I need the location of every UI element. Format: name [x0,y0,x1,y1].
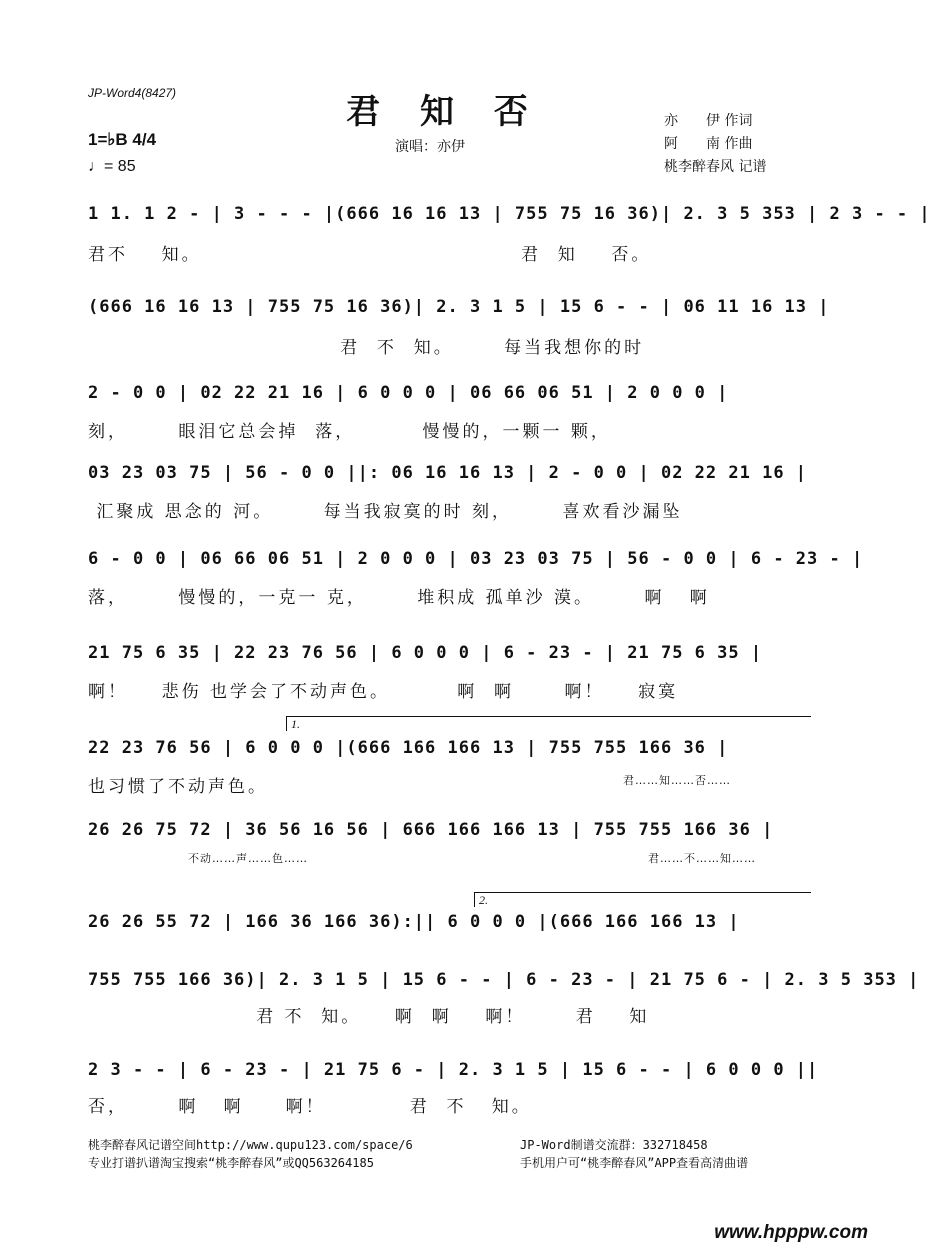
lyric-line: 否， 啊 啊 啊！ 君 不 知。 [88,1097,532,1117]
software-label: JP-Word4(8427) [88,86,177,100]
lyric-line: 君 不 知。 每当我想你的时 [88,338,645,358]
lyric-line: 汇聚成 思念的 河。 每当我寂寞的时 刻， 喜欢看沙漏坠 [88,502,683,522]
notation-line: 26 26 75 72 | 36 56 16 56 | 666 166 166 13 | 755 755 166 36 | [88,820,774,840]
lyric-line: 也习惯了不动声色。 [88,777,268,797]
site-watermark: www.hpppw.com [714,1222,868,1243]
notation-line: 2 3 - - | 6 - 23 - | 21 75 6 - | 2. 3 1 5 | 15 6 - - | 6 0 0 0 || [88,1060,819,1080]
notation-line: 1 1. 1 2 - | 3 - - - |(666 16 16 13 | 755 75 16 36)| 2. 3 5 353 | 2 3 - - | [88,204,931,224]
notation-line: 22 23 76 56 | 6 0 0 0 |(666 166 166 13 | 755 755 166 36 | [88,738,729,758]
notation-line: 2 - 0 0 | 02 22 21 16 | 6 0 0 0 | 06 66 06 51 | 2 0 0 0 | [88,383,729,403]
tempo-marking: ♩= 85 [88,158,136,175]
singer-credit: 演唱：亦伊 [395,139,465,155]
notation-line: 21 75 6 35 | 22 23 76 56 | 6 0 0 0 | 6 - 23 - | 21 75 6 35 | [88,643,763,663]
notation-line: 755 755 166 36)| 2. 3 1 5 | 15 6 - - | 6 - 23 - | 21 75 6 - | 2. 3 5 353 | [88,970,920,990]
humming-lyric: 君……不……知…… [648,852,756,865]
humming-lyric: 君……知……否…… [623,774,731,787]
lyric-line: 君 不 知。 啊 啊 啊！ 君 知 [88,1007,650,1027]
composer-credit: 阿 南 作曲 [664,136,753,152]
footer-app-info: 手机用户可“桃李醉春风”APP查看高清曲谱 [520,1156,749,1170]
lyric-line: 落， 慢慢的，一克一 克， 堆积成 孤单沙 漠。 啊 啊 [88,588,710,608]
notation-line: (666 16 16 13 | 755 75 16 36)| 2. 3 1 5 | 15 6 - - | 06 11 16 13 | [88,297,830,317]
lyricist-credit: 亦 伊 作词 [664,113,753,129]
notation-line: 03 23 03 75 | 56 - 0 0 ||: 06 16 16 13 | 2 - 0 0 | 02 22 21 16 | [88,463,808,483]
notation-line: 26 26 55 72 | 166 36 166 36):|| 6 0 0 0 |(666 166 166 13 | [88,912,740,932]
footer-space-link: 桃李醉春风记谱空间http://www.qupu123.com/space/6 [88,1138,413,1152]
song-title: 君 知 否 [346,92,542,132]
lyric-line: 刻， 眼泪它总会掉 落， 慢慢的，一颗一 颗， [88,422,611,442]
volta-second: 2. [474,892,811,907]
footer-taobao-info: 专业打谱扒谱淘宝搜索“桃李醉春风”或QQ563264185 [88,1156,374,1170]
humming-lyric: 不动……声……色…… [188,852,308,865]
lyric-line: 啊！ 悲伤 也学会了不动声色。 啊 啊 啊！ 寂寞 [88,682,679,702]
notation-line: 6 - 0 0 | 06 66 06 51 | 2 0 0 0 | 03 23 03 75 | 56 - 0 0 | 6 - 23 - | [88,549,864,569]
key-signature: 1=♭B 4/4 [88,130,157,149]
transcriber-credit: 桃李醉春风 记谱 [664,159,767,175]
lyric-line: 君不 知。 君 知 否。 [88,245,652,265]
footer-group-info: JP-Word制谱交流群：332718458 [520,1138,708,1152]
volta-first: 1. [286,716,811,731]
